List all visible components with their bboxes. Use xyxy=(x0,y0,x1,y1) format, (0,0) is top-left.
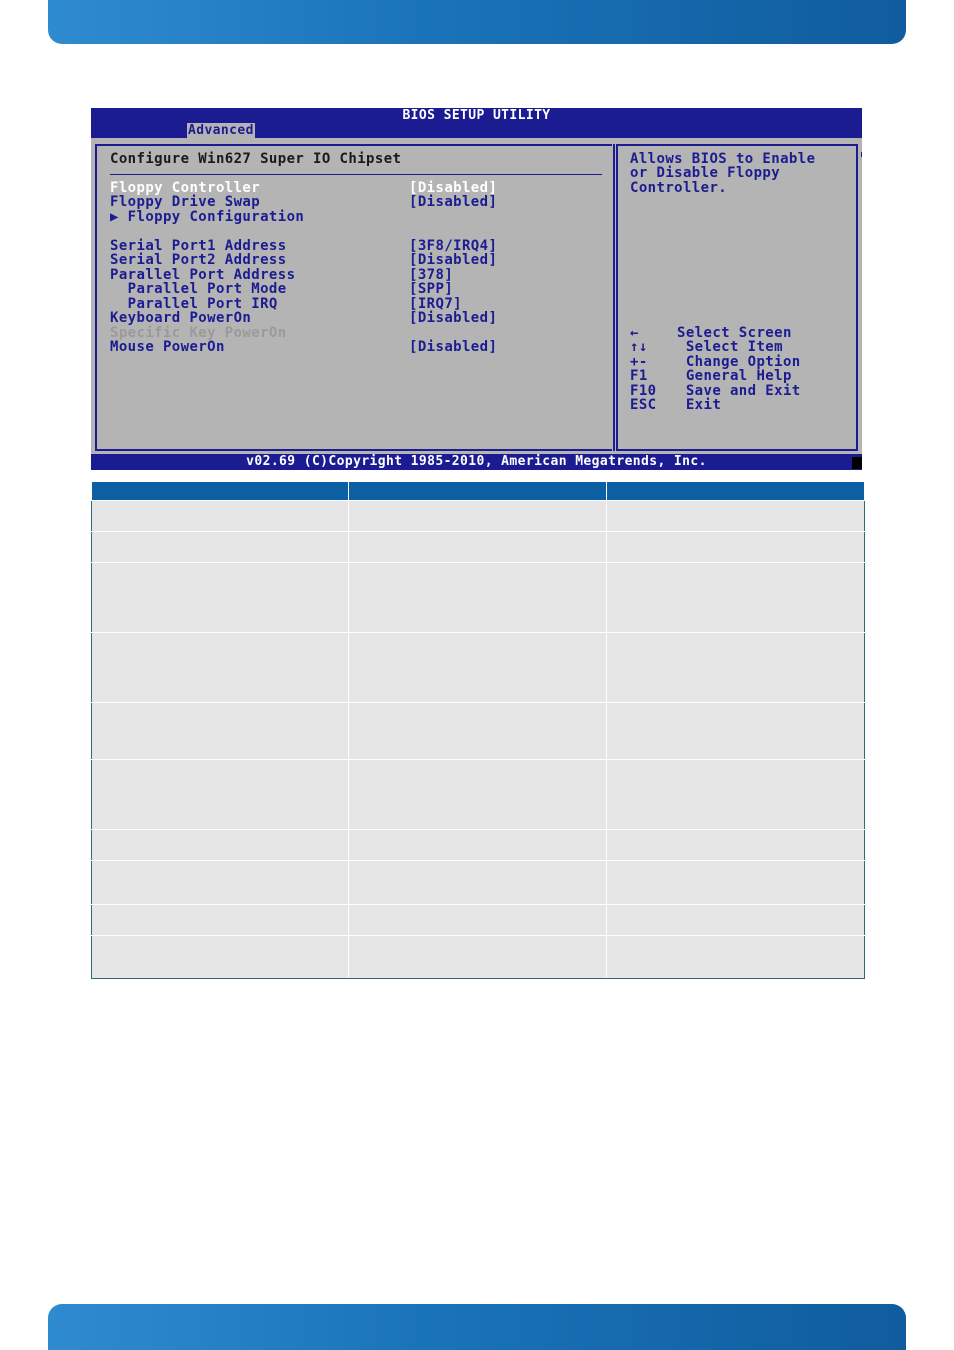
table-cell xyxy=(92,861,349,905)
submenu-floppy-configuration[interactable]: ▶ Floppy Configuration xyxy=(110,209,305,225)
cursor-block xyxy=(852,457,862,469)
table-cell xyxy=(607,703,865,760)
table-row xyxy=(92,830,865,861)
bios-title: BIOS SETUP UTILITY xyxy=(402,108,551,123)
left-arrow-icon: ← xyxy=(630,325,639,341)
table-cell xyxy=(349,936,607,979)
bios-title-bar xyxy=(91,108,862,138)
table-cell xyxy=(607,861,865,905)
setting-parallel-port-mode[interactable]: Parallel Port Mode xyxy=(110,281,287,297)
table-cell xyxy=(92,703,349,760)
table-cell xyxy=(607,830,865,861)
setting-floppy-drive-swap[interactable]: Floppy Drive Swap xyxy=(110,194,261,210)
value-mouse-poweron[interactable]: [Disabled] xyxy=(409,339,498,355)
legend-select-item: Select Item xyxy=(677,339,783,355)
table-row xyxy=(92,760,865,830)
setting-keyboard-poweron[interactable]: Keyboard PowerOn xyxy=(110,310,252,326)
table-cell xyxy=(349,532,607,563)
table-row xyxy=(92,501,865,532)
header-divider xyxy=(110,174,602,175)
help-text-line: Controller. xyxy=(630,180,728,196)
table-cell xyxy=(92,760,349,830)
table-row xyxy=(92,861,865,905)
table-cell xyxy=(349,760,607,830)
table-row xyxy=(92,563,865,633)
table-cell xyxy=(607,936,865,979)
table-cell xyxy=(349,830,607,861)
value-keyboard-poweron[interactable]: [Disabled] xyxy=(409,310,498,326)
up-down-arrow-icon: ↑↓ xyxy=(630,339,648,355)
setting-parallel-port-address[interactable]: Parallel Port Address xyxy=(110,267,296,283)
table-header-cell xyxy=(92,482,349,501)
table-cell xyxy=(92,830,349,861)
table-cell xyxy=(349,703,607,760)
value-parallel-port-address[interactable]: [378] xyxy=(409,267,454,283)
table-cell xyxy=(92,936,349,979)
help-text-line: or Disable Floppy xyxy=(630,165,781,181)
scroll-indicator xyxy=(861,152,862,157)
table-cell xyxy=(349,861,607,905)
value-parallel-port-mode[interactable]: [SPP] xyxy=(409,281,454,297)
value-serial-port2-address[interactable]: [Disabled] xyxy=(409,252,498,268)
setting-parallel-port-irq[interactable]: Parallel Port IRQ xyxy=(110,296,278,312)
bios-screen xyxy=(91,108,862,470)
setting-mouse-poweron[interactable]: Mouse PowerOn xyxy=(110,339,225,355)
esc-key: ESC xyxy=(630,397,657,413)
table-header-cell xyxy=(607,482,865,501)
settings-table xyxy=(91,481,865,979)
legend-general-help: General Help xyxy=(677,368,792,384)
table-cell xyxy=(607,563,865,633)
table-cell xyxy=(349,633,607,703)
table-row xyxy=(92,532,865,563)
legend-change-option: Change Option xyxy=(677,354,801,370)
table-row xyxy=(92,936,865,979)
table-cell xyxy=(607,532,865,563)
legend-exit: Exit xyxy=(677,397,722,413)
value-floppy-controller[interactable]: [Disabled] xyxy=(409,180,498,196)
table-header-cell xyxy=(349,482,607,501)
f10-key: F10 xyxy=(630,383,657,399)
value-serial-port1-address[interactable]: [3F8/IRQ4] xyxy=(409,238,498,254)
setting-floppy-controller[interactable]: Floppy Controller xyxy=(110,180,261,196)
setting-specific-key-poweron: Specific Key PowerOn xyxy=(110,325,287,341)
table-cell xyxy=(92,501,349,532)
table-cell xyxy=(607,905,865,936)
table-row xyxy=(92,703,865,760)
setting-serial-port2-address[interactable]: Serial Port2 Address xyxy=(110,252,287,268)
table-row xyxy=(92,905,865,936)
section-header: Configure Win627 Super IO Chipset xyxy=(110,151,402,167)
page-footer-band xyxy=(48,1304,906,1350)
value-floppy-drive-swap[interactable]: [Disabled] xyxy=(409,194,498,210)
table-cell xyxy=(607,760,865,830)
table-cell xyxy=(349,905,607,936)
page-header-band xyxy=(48,0,906,44)
table-header-row xyxy=(92,482,865,501)
legend-save-and-exit: Save and Exit xyxy=(677,383,801,399)
copyright-text: v02.69 (C)Copyright 1985-2010, American Megatrends, Inc. xyxy=(246,454,707,469)
panel-divider xyxy=(612,144,616,451)
tab-advanced[interactable]: Advanced xyxy=(188,123,254,138)
setting-serial-port1-address[interactable]: Serial Port1 Address xyxy=(110,238,287,254)
table-cell xyxy=(607,633,865,703)
table-cell xyxy=(349,563,607,633)
table-cell xyxy=(92,532,349,563)
value-parallel-port-irq[interactable]: [IRQ7] xyxy=(409,296,462,312)
table-cell xyxy=(92,633,349,703)
legend-select-screen: Select Screen xyxy=(677,325,792,341)
table-row xyxy=(92,633,865,703)
plus-minus-key: +- xyxy=(630,354,648,370)
table-cell xyxy=(349,501,607,532)
table-cell xyxy=(92,905,349,936)
table-cell xyxy=(92,563,349,633)
bios-footer xyxy=(91,454,862,470)
f1-key: F1 xyxy=(630,368,648,384)
help-text-line: Allows BIOS to Enable xyxy=(630,151,816,167)
table-cell xyxy=(607,501,865,532)
